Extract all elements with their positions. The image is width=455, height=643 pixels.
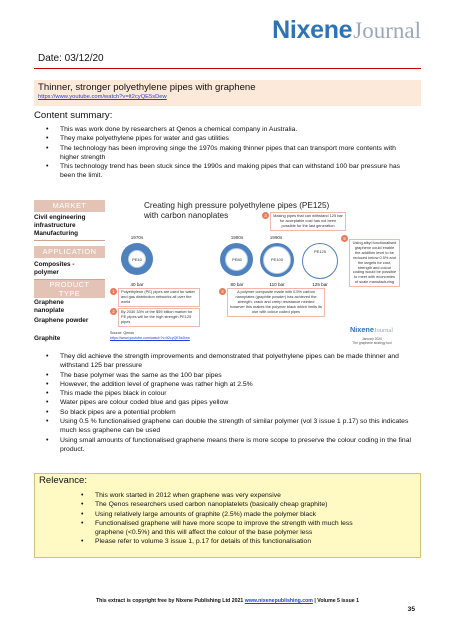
pipe-pressure: 40 bar <box>130 282 144 287</box>
product-type-heading-1: PRODUCT <box>34 280 105 289</box>
mini-logo-date: January 2020 <box>362 337 382 341</box>
relevance-box <box>34 473 421 558</box>
nixene-journal-logo <box>272 16 421 46</box>
callout-1: Polyethylene (PE) pipes are used for water and gas distribution networks all over the world <box>118 288 200 307</box>
pipe-label: PE125 <box>313 249 326 254</box>
list-item: • Using 0.5 % functionalised graphene can double the strength of similar polymer (vol 3 issue 1 p.17) so this indicates much less graphene can be used <box>60 417 411 436</box>
list-item: • Functionalised graphene will have more scope to improve the strength with much less graphene (<0.5%) and this will affect the colour of the base polymer less <box>95 519 376 538</box>
date-line: Date: 03/12/20 <box>34 53 421 69</box>
pipe-year: 1990s <box>269 235 283 240</box>
content-summary-heading: Content summary: <box>34 110 113 121</box>
product-item: Graphene <box>34 299 64 306</box>
product-item: Graphite <box>34 335 61 342</box>
list-item: • The Qenos researchers used carbon nanoplatelets (basically cheap graphite) <box>95 500 376 509</box>
article-title-box <box>34 80 421 106</box>
infographic-title: Creating high pressure polyethylene pipes (PE125) <box>144 201 330 210</box>
callout-number: 3 <box>262 212 269 219</box>
pipe-label: PE40 <box>132 257 142 262</box>
list-item: • This work started in 2012 when graphene was very expensive <box>95 491 376 500</box>
infographic-subtitle: with carbon nanoplates <box>144 211 229 220</box>
list-item: • The base polymer was the same as the 100 bar pipes <box>60 371 411 380</box>
logo-brand: Nixene <box>272 16 353 44</box>
product-type-heading-2: TYPE <box>34 289 105 298</box>
copyright-text: This extract is copyright free by Nixene Publishing Ltd 2021 <box>96 598 244 604</box>
infographic-source-link[interactable]: https://www.youtube.com/watch?v=lt2cyQE5sDew <box>110 336 190 340</box>
list-item: • The technology has been improving singe the 1970s making thinner pipes that can transport more contents with higher strength <box>60 144 411 163</box>
application-item: polymer <box>34 269 59 276</box>
product-item: Graphene powder <box>34 317 89 324</box>
relevance-heading: Relevance: <box>39 475 87 486</box>
callout-5: Using alkyl functionalised graphene could enable the addition level to be reduced below 0.5% and the targets for cost, strength and colour coding would be possible to meet with economies of scale manufacturing <box>349 239 400 287</box>
market-heading: MARKET <box>34 200 105 212</box>
pipe-pressure: 125 bar <box>312 282 328 287</box>
callout-number: 1 <box>110 288 117 295</box>
list-item: • They make polyethylene pipes for water and gas utilities <box>60 134 411 143</box>
list-item: • Please refer to volume 3 issue 1, p.17 for details of this functionalisation <box>95 537 376 546</box>
pipe-year: 1980s <box>230 235 244 240</box>
mini-logo-suffix: Journal <box>373 327 394 334</box>
list-item: • Using small amounts of functionalised graphene means there is more scope to preserve the colour coding in the final product. <box>60 436 411 455</box>
application-heading: APPLICATION <box>34 246 105 258</box>
market-item: infrastructure <box>34 222 76 229</box>
list-item: • This was work done by researchers at Qenos a chemical company in Australia. <box>60 125 411 134</box>
logo-suffix: Journal <box>353 18 421 43</box>
callout-2: By 2030 33% of the $59 billion market for PE pipes will be the high strength PE125 pipes <box>118 308 200 327</box>
callout-number: 4 <box>219 288 226 295</box>
callout-number: 2 <box>110 308 117 315</box>
callout-number: 5 <box>341 235 348 242</box>
mini-logo-tagline: The graphene strategy tool <box>352 341 392 345</box>
list-item: • They did achieve the strength improvements and demonstrated that polyethylene pipes can be made thinner and withstand 125 bar pressure <box>60 352 411 371</box>
list-item: • This made the pipes black in colour <box>60 389 411 398</box>
findings-list <box>60 352 411 454</box>
list-item: • Water pipes are colour coded blue and gas pipes yellow <box>60 398 411 407</box>
relevance-list <box>95 491 376 547</box>
pipe-label: PE100 <box>270 257 283 262</box>
pipe-year: 1970s <box>130 235 144 240</box>
summary-list <box>60 125 411 181</box>
pipe-pressure: 80 bar <box>230 282 244 287</box>
publisher-link[interactable]: www.nixenepublishing.com <box>244 598 313 604</box>
market-item: Manufacturing <box>34 230 79 237</box>
product-item: nanoplate <box>34 307 65 314</box>
pipe-pressure: 110 bar <box>269 282 285 287</box>
market-item: Civil engineering <box>34 214 86 221</box>
infographic-sidebar <box>34 200 105 344</box>
callout-4: A polymer composite made with 0.5% carbon nanoplates (graphite powder) has achieved the strength, crack and creep resistance needed however this makes the polymer black which limits its use with colour coded pipes <box>227 288 325 317</box>
list-item: • This technology trend has been stuck since the 1990s and making pipes that can withstand 100 bar pressure has been the limit. <box>60 162 411 181</box>
list-item: • Using relatively large amounts of graphite (2.5%) made the polymer black <box>95 510 376 519</box>
page-number: 35 <box>407 606 415 613</box>
callout-3: Making pipes that can withstand 125 bar for acceptable cost has not been possible for the last generation <box>270 212 346 231</box>
mini-nixene-logo <box>350 319 394 345</box>
volume-info: | Volume 5 issue 1 <box>314 598 359 604</box>
article-title: Thinner, stronger polyethylene pipes with graphene <box>38 82 256 93</box>
pipe-label: PE80 <box>232 257 242 262</box>
page-footer <box>0 598 455 604</box>
list-item: • So black pipes are a potential problem <box>60 408 411 417</box>
list-item: • However, the addition level of graphene was rather high at 2.5% <box>60 380 411 389</box>
infographic-source: Source: Qenos <box>110 331 134 335</box>
source-video-link[interactable]: https://www.youtube.com/watch?v=lt2cyQE5sDew <box>38 94 167 100</box>
infographic <box>34 200 407 346</box>
mini-logo-brand: Nixene <box>350 325 374 334</box>
divider <box>34 240 105 241</box>
application-item: Composites - <box>34 261 75 268</box>
